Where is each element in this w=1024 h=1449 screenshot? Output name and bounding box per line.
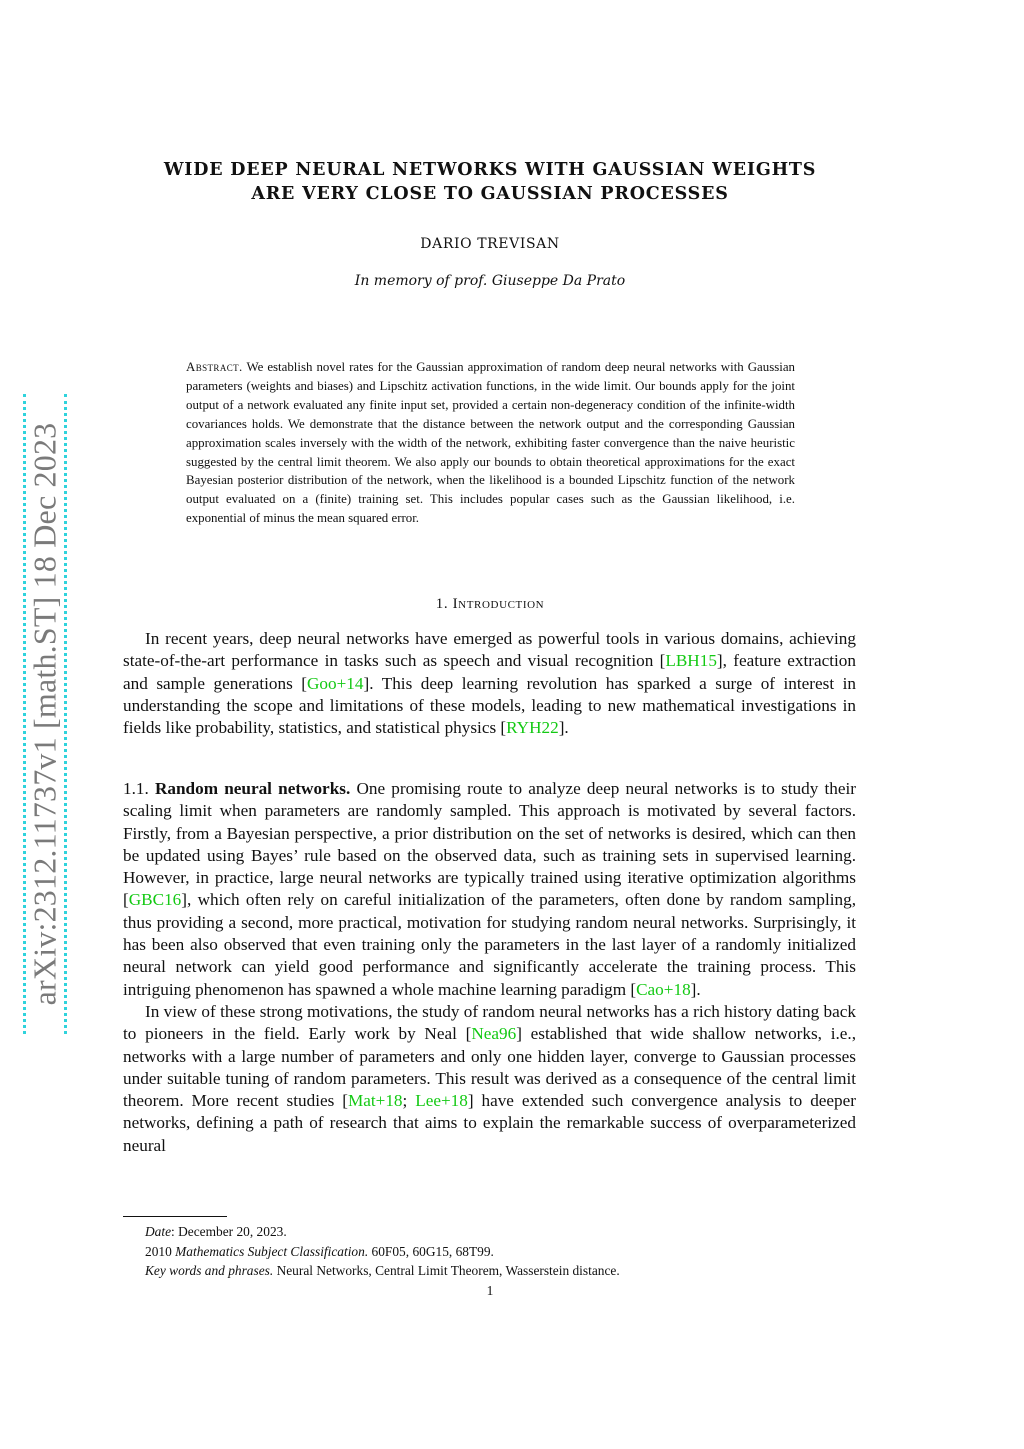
citation-link[interactable]: LBH15	[665, 651, 717, 671]
citation-link[interactable]: Lee+18	[415, 1091, 468, 1111]
arxiv-stamp-text: arXiv:2312.11737v1 [math.ST] 18 Dec 2023	[26, 422, 63, 1006]
paper-title	[120, 158, 860, 206]
citation-link[interactable]: Cao+18	[636, 979, 691, 999]
citation-link[interactable]: Mat+18	[347, 1091, 403, 1111]
subsection-heading: Random neural networks.	[154, 779, 351, 798]
citation-link[interactable]: GBC16	[128, 890, 182, 910]
title-line-2: ARE VERY CLOSE TO GAUSSIAN PROCESSES	[251, 184, 729, 204]
page-number: 1	[486, 1283, 494, 1298]
footnotes	[145, 1222, 865, 1281]
citation-link[interactable]: RYH22	[506, 718, 559, 738]
abstract-text: We establish novel rates for the Gaussian approximation of random deep neural networks with Gaussian parameters (weights and biases) and Lipschitz activation functions, in the wide limit. Our bounds apply for the joint output of a network evaluated any finite input set, provided a certain non-degeneracy condition of the infinite-width covariances holds. We demonstrate that the distance between the network output and the corresponding Gaussian approximation scales inversely with the width of the network, exhibiting faster convergence than the naive heuristic suggested by the central limit theorem. We also apply our bounds to obtain theoretical approximations for the exact Bayesian posterior distribution of the network, when the likelihood is a bounded Lipschitz function of the network output evaluated on a (finite) training set. This includes popular cases such as the Gaussian likelihood, i.e. exponential of minus the mean squared error.	[186, 360, 795, 526]
citation-link[interactable]: Goo+14	[307, 673, 364, 693]
citation-link[interactable]: Nea96	[471, 1024, 517, 1044]
author-name: DARIO TREVISAN	[420, 236, 560, 252]
footnote-divider	[123, 1216, 227, 1217]
abstract	[186, 358, 795, 528]
dedication: In memory of prof. Giuseppe Da Prato	[354, 273, 626, 289]
subsection-random-neural-networks: 1.1. Random neural networks. One promising route to analyze deep neural networks is to study their scaling limit when parameters are randomly sampled. This approach is motivated by several factors. Firstly, from a Bayesian perspective, a prior distribution on the set of networks is desired, which can then be updated using Bayes’ rule based on the observed data, such as training sets in supervised learning. However, in practice, large neural networks are typically trained using iterative optimization algorithms [GBC16], which often rely on careful initialization of the parameters, often done by random sampling, thus providing a second, more practical, motivation for studying random neural networks. Surprisingly, it has been also observed that even training only the parameters in the last layer of a randomly initialized neural network can yield good performance and significantly accelerate the training process. This intriguing phenomenon has spawned a whole machine learning paradigm [Cao+18]. In view of these strong motivations, the study of random neural networks has a rich history dating back to pioneers in the field. Early work by Neal [Nea96] established that wide shallow networks, i.e., networks with a large number of parameters and only one hidden layer, converge to Gaussian processes under suitable tuning of random parameters. This result was derived as a consequence of the central limit theorem. More recent studies [Mat+18; Lee+18] have extended such convergence analysis to deeper networks, defining a path of research that aims to explain the remarkable success of overparameterized neural	[123, 778, 856, 1157]
abstract-heading: Abstract.	[186, 360, 243, 374]
arxiv-stamp[interactable]	[23, 394, 67, 1034]
footnote-date: Date: December 20, 2023.	[145, 1224, 287, 1239]
subsection-number: 1.1.	[123, 779, 149, 798]
footnote-keywords: Key words and phrases. Neural Networks, Central Limit Theorem, Wasserstein distance.	[145, 1263, 620, 1278]
footnote-msc: 2010 Mathematics Subject Classification. 60F05, 60G15, 68T99.	[145, 1243, 494, 1259]
section-heading-introduction: 1. Introduction	[435, 596, 545, 612]
intro-paragraph-3: In view of these strong motivations, the study of random neural networks has a rich history dating back to pioneers in the field. Early work by Neal [Nea96] established that wide shallow networks, i.e., networks with a large number of parameters and only one hidden layer, converge to Gaussian processes under suitable tuning of random parameters. This result was derived as a consequence of the central limit theorem. More recent studies [Mat+18; Lee+18] have extended such convergence analysis to deeper networks, defining a path of research that aims to explain the remarkable success of overparameterized neural	[123, 1001, 856, 1155]
intro-paragraph-1: In recent years, deep neural networks have emerged as powerful tools in various domains, achieving state-of-the-art performance in tasks such as speech and visual recognition [LBH15], feature extraction and sample generations [Goo+14]. This deep learning revolution has sparked a surge of interest in understanding the scope and limitations of these models, leading to new mathematical investigations in fields like probability, statistics, and statistical physics [RYH22].	[123, 629, 856, 738]
title-line-1: WIDE DEEP NEURAL NETWORKS WITH GAUSSIAN WEIGHTS	[163, 160, 817, 180]
